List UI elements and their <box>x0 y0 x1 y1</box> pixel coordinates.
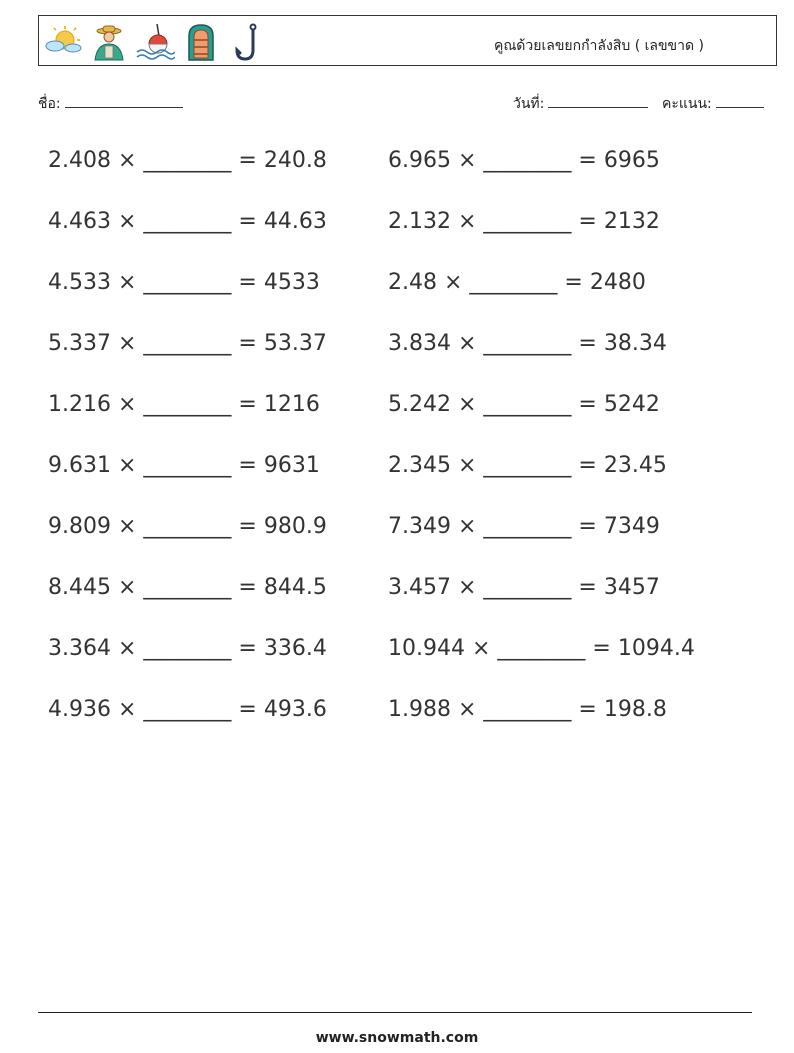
equals-sign: = <box>238 392 257 417</box>
times-sign: × <box>117 453 137 478</box>
problem-row[interactable] <box>388 636 695 661</box>
equals-sign: = <box>238 148 257 173</box>
problem-row[interactable] <box>48 209 327 234</box>
times-sign: × <box>117 209 137 234</box>
problem-row[interactable] <box>48 453 320 478</box>
equals-sign: = <box>564 270 583 295</box>
equals-sign: = <box>238 270 257 295</box>
equals-sign: = <box>592 636 611 661</box>
times-sign: × <box>117 697 137 722</box>
problem-result: 493.6 <box>263 697 327 722</box>
equals-sign: = <box>238 453 257 478</box>
equals-sign: = <box>238 697 257 722</box>
problem-row[interactable] <box>48 148 327 173</box>
equals-sign: = <box>238 514 257 539</box>
times-sign: × <box>117 331 137 356</box>
times-sign: × <box>117 575 137 600</box>
life-raft-icon <box>181 22 221 62</box>
times-sign: × <box>117 148 137 173</box>
problem-factor: 3.834 <box>388 331 451 356</box>
answer-blank[interactable]: ________ <box>497 636 586 661</box>
problem-result: 1216 <box>263 392 320 417</box>
problem-row[interactable] <box>48 270 320 295</box>
answer-blank[interactable]: ________ <box>483 453 572 478</box>
name-label: ชื่อ: <box>38 96 61 112</box>
problem-result: 4533 <box>263 270 320 295</box>
problem-factor: 9.809 <box>48 514 111 539</box>
fishing-float-icon <box>135 22 175 62</box>
answer-blank[interactable]: ________ <box>483 514 572 539</box>
answer-blank[interactable]: ________ <box>143 514 232 539</box>
problem-result: 198.8 <box>603 697 667 722</box>
score-field[interactable] <box>662 93 764 115</box>
problem-factor: 10.944 <box>388 636 465 661</box>
answer-blank[interactable]: ________ <box>143 209 232 234</box>
problem-factor: 5.337 <box>48 331 111 356</box>
equals-sign: = <box>578 148 597 173</box>
problem-result: 2480 <box>589 270 646 295</box>
times-sign: × <box>471 636 491 661</box>
answer-blank[interactable]: ________ <box>143 392 232 417</box>
equals-sign: = <box>238 575 257 600</box>
header-icons <box>43 22 267 62</box>
problem-row[interactable] <box>48 636 327 661</box>
problem-row[interactable] <box>48 575 327 600</box>
sun-cloud-icon <box>43 22 83 62</box>
answer-blank[interactable]: ________ <box>483 209 572 234</box>
equals-sign: = <box>238 331 257 356</box>
equals-sign: = <box>578 209 597 234</box>
problem-row[interactable] <box>388 331 667 356</box>
problem-factor: 5.242 <box>388 392 451 417</box>
problem-factor: 1.216 <box>48 392 111 417</box>
problem-result: 53.37 <box>263 331 327 356</box>
answer-blank[interactable]: ________ <box>483 575 572 600</box>
footer-url: www.snowmath.com <box>315 1030 479 1046</box>
times-sign: × <box>117 636 137 661</box>
answer-blank[interactable]: ________ <box>143 697 232 722</box>
problem-result: 3457 <box>603 575 660 600</box>
answer-blank[interactable]: ________ <box>143 148 232 173</box>
answer-blank[interactable]: ________ <box>483 392 572 417</box>
problem-result: 38.34 <box>603 331 667 356</box>
problem-row[interactable] <box>388 209 660 234</box>
equals-sign: = <box>238 636 257 661</box>
equals-sign: = <box>238 209 257 234</box>
equals-sign: = <box>578 331 597 356</box>
problem-result: 844.5 <box>263 575 327 600</box>
times-sign: × <box>457 392 477 417</box>
answer-blank[interactable]: ________ <box>483 697 572 722</box>
answer-blank[interactable]: ________ <box>143 575 232 600</box>
problem-row[interactable] <box>48 331 327 356</box>
problem-factor: 9.631 <box>48 453 111 478</box>
problem-row[interactable] <box>48 392 320 417</box>
problem-factor: 4.533 <box>48 270 111 295</box>
problem-row[interactable] <box>48 697 327 722</box>
answer-blank[interactable]: ________ <box>143 636 232 661</box>
answer-blank[interactable]: ________ <box>143 453 232 478</box>
times-sign: × <box>457 575 477 600</box>
problem-row[interactable] <box>388 270 646 295</box>
times-sign: × <box>457 148 477 173</box>
times-sign: × <box>117 514 137 539</box>
footer-divider <box>38 1012 752 1013</box>
problem-result: 980.9 <box>263 514 327 539</box>
name-field[interactable] <box>38 93 183 115</box>
problem-result: 23.45 <box>603 453 667 478</box>
times-sign: × <box>457 331 477 356</box>
problem-result: 1094.4 <box>617 636 695 661</box>
fisherman-icon <box>89 22 129 62</box>
date-field[interactable] <box>513 93 648 115</box>
problem-result: 6965 <box>603 148 660 173</box>
worksheet-title: คูณด้วยเลขยกกำลังสิบ ( เลขขาด ) <box>493 38 704 54</box>
name-blank-line[interactable] <box>65 93 183 108</box>
problem-factor: 4.936 <box>48 697 111 722</box>
worksheet-header <box>38 15 777 66</box>
answer-blank[interactable]: ________ <box>143 331 232 356</box>
times-sign: × <box>117 270 137 295</box>
equals-sign: = <box>578 453 597 478</box>
problem-factor: 3.457 <box>388 575 451 600</box>
problem-row[interactable] <box>388 697 667 722</box>
problem-result: 336.4 <box>263 636 327 661</box>
times-sign: × <box>117 392 137 417</box>
problem-row[interactable] <box>388 148 660 173</box>
times-sign: × <box>457 209 477 234</box>
answer-blank[interactable]: ________ <box>143 270 232 295</box>
problem-factor: 2.132 <box>388 209 451 234</box>
score-label: คะแนน: <box>662 96 712 112</box>
equals-sign: = <box>578 697 597 722</box>
score-blank-line[interactable] <box>716 93 764 108</box>
equals-sign: = <box>578 392 597 417</box>
times-sign: × <box>443 270 463 295</box>
problem-result: 44.63 <box>263 209 327 234</box>
problem-result: 240.8 <box>263 148 327 173</box>
answer-blank[interactable]: ________ <box>483 148 572 173</box>
answer-blank[interactable]: ________ <box>469 270 558 295</box>
problem-row[interactable] <box>388 392 660 417</box>
problem-factor: 4.463 <box>48 209 111 234</box>
equals-sign: = <box>578 575 597 600</box>
problem-factor: 7.349 <box>388 514 451 539</box>
problem-result: 7349 <box>603 514 660 539</box>
problem-row[interactable] <box>388 575 660 600</box>
problem-factor: 3.364 <box>48 636 111 661</box>
fish-hook-icon <box>227 22 267 62</box>
problem-result: 2132 <box>603 209 660 234</box>
times-sign: × <box>457 514 477 539</box>
problem-result: 5242 <box>603 392 660 417</box>
problem-factor: 2.345 <box>388 453 451 478</box>
problem-result: 9631 <box>263 453 320 478</box>
equals-sign: = <box>578 514 597 539</box>
answer-blank[interactable]: ________ <box>483 331 572 356</box>
problem-factor: 8.445 <box>48 575 111 600</box>
problem-row[interactable] <box>48 514 327 539</box>
problem-row[interactable] <box>388 514 660 539</box>
times-sign: × <box>457 697 477 722</box>
problem-factor: 6.965 <box>388 148 451 173</box>
date-blank-line[interactable] <box>548 93 648 108</box>
problem-row[interactable] <box>388 453 667 478</box>
problem-factor: 1.988 <box>388 697 451 722</box>
times-sign: × <box>457 453 477 478</box>
date-label: วันที่: <box>513 96 545 112</box>
problem-factor: 2.48 <box>388 270 437 295</box>
problem-factor: 2.408 <box>48 148 111 173</box>
